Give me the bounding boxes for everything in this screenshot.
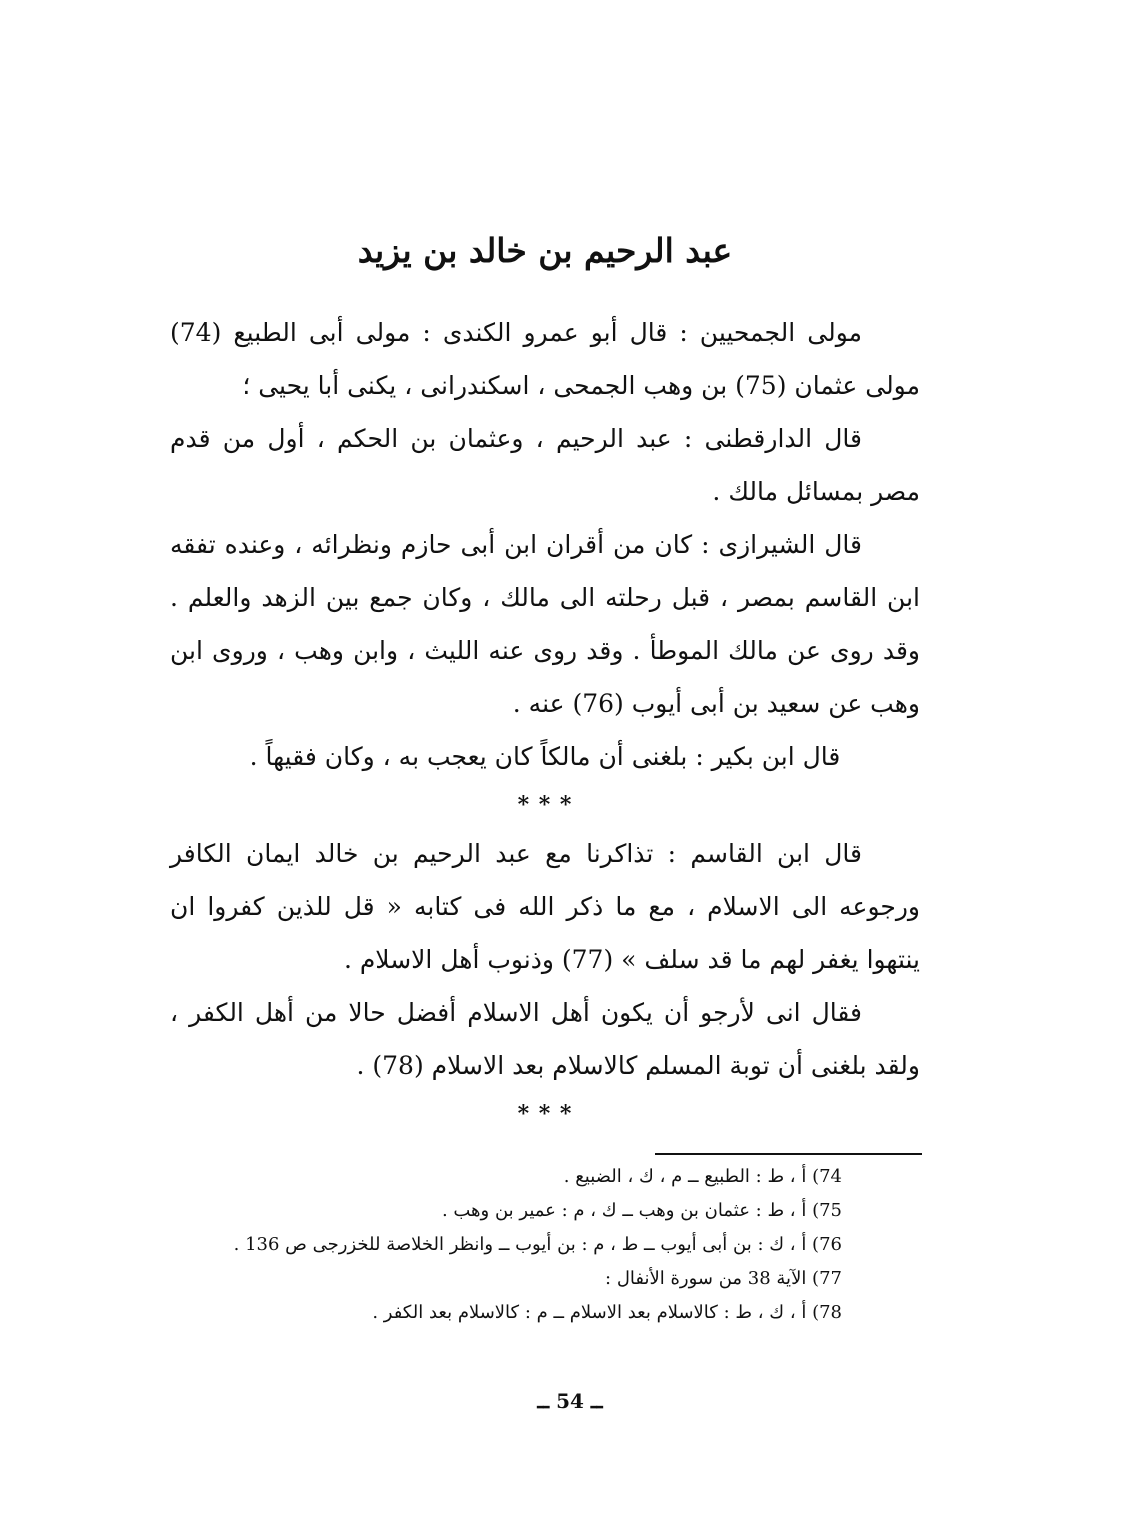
paragraph-4: قال ابن بكير : بلغنى أن مالكاً كان يعجب به ، وكان فقيهاً . [249,742,841,771]
paragraph-6: فقال انى لأرجو أن يكون أهل الاسلام أفضل حالا من أهل الكفر ، ولقد بلغنى أن توبة المسلم كالاسلام بعد الاسلام (78) . [170,998,920,1080]
section-separator-2: * * * [517,1101,573,1127]
page-number: ــ 54 ــ [537,1389,603,1413]
footnotes [170,1160,920,1330]
paragraph-5: قال ابن القاسم : تذاكرنا مع عبد الرحيم بن خالد ايمان الكافر ورجوعه الى الاسلام ، مع ما ذكر الله فى كتابه « قل للذين كفروا ان ينتهوا يغفر لهم ما قد سلف » (77) وذنوب أهل الاسلام . [170,839,920,974]
footnote-77: 77) الآية 38 من سورة الأنفال : [605,1268,842,1289]
footnote-74: 74) أ ، ط : الطبيع ــ م ، ك ، الضبيع . [563,1166,842,1187]
footnote-divider [655,1153,922,1155]
paragraph-2: قال الدارقطنى : عبد الرحيم ، وعثمان بن الحكم ، أول من قدم مصر بمسائل مالك . [170,424,920,506]
footnote-78: 78) أ ، ك ، ط : كالاسلام بعد الاسلام ــ م : كالاسلام بعد الكفر . [372,1302,842,1323]
paragraph-1: مولى الجمحيين : قال أبو عمرو الكندى : مولى أبى الطبيع (74) مولى عثمان (75) بن وهب الجمحى ، اسكندرانى ، يكنى أبا يحيى ؛ [170,318,920,400]
footnote-75: 75) أ ، ط : عثمان بن وهب ــ ك ، م : عمير بن وهب . [441,1200,842,1221]
paragraph-3: قال الشيرازى : كان من أقران ابن أبى حازم ونظرائه ، وعنده تفقه ابن القاسم بمصر ، قبل رحلته الى مالك ، وكان جمع بين الزهد والعلم . وقد روى عن مالك الموطأ . وقد روى عنه الليث ، وابن وهب ، وروى ابن وهب عن سعيد بن أبى أيوب (76) عنه . [170,530,920,718]
footnote-76: 76) أ ، ك : بن أبى أيوب ــ ط ، م : بن أيوب ــ وانظر الخلاصة للخزرجى ص 136 . [233,1234,842,1255]
section-separator-1: * * * [517,792,573,818]
main-text [170,306,920,1136]
page-title: عبد الرحيم بن خالد بن يزيد [357,231,733,270]
